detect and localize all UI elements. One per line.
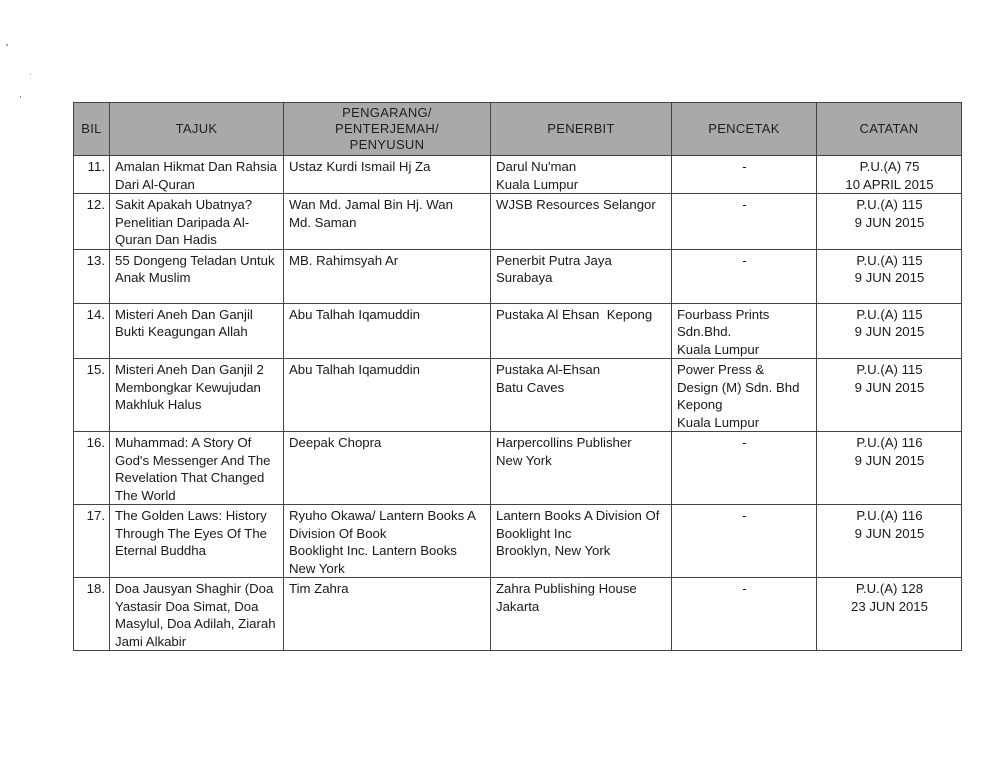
- tajuk-line: Eternal Buddha: [115, 543, 206, 558]
- catatan-line: P.U.(A) 75: [859, 159, 920, 174]
- table-row: [74, 359, 962, 432]
- tajuk-line: The World: [115, 487, 176, 503]
- header-row: [74, 103, 962, 156]
- pencetak-line: Kuala Lumpur: [677, 341, 760, 357]
- pengarang-line: New York: [289, 560, 345, 576]
- cell-pengarang: [284, 432, 491, 505]
- penerbit-line: Zahra Publishing House: [496, 581, 637, 596]
- pengarang-line: Deepak Chopra: [289, 435, 382, 450]
- tajuk-line: Anak Muslim: [115, 270, 191, 285]
- penerbit-line: Lantern Books A Division Of: [496, 508, 660, 523]
- cell-penerbit: [491, 505, 672, 578]
- cell-penerbit: [491, 194, 672, 250]
- cell-bil: 14.: [74, 303, 110, 359]
- cell-bil: 12.: [74, 194, 110, 250]
- penerbit-line: Jakarta: [496, 598, 540, 614]
- tajuk-line: Dari Al-Quran: [115, 176, 195, 192]
- pencetak-line: Power Press &: [677, 362, 765, 377]
- cell-bil: 17.: [74, 505, 110, 578]
- cell-pencetak: [672, 249, 817, 303]
- pencetak-line: Fourbass Prints: [677, 306, 770, 322]
- pencetak-line: -: [742, 435, 747, 450]
- pengarang-line: Ryuho Okawa/ Lantern Books A: [289, 508, 476, 523]
- cell-bil: 11.: [74, 156, 110, 194]
- tajuk-line: Jami Alkabir: [115, 633, 187, 649]
- pengarang-line: Wan Md. Jamal Bin Hj. Wan: [289, 197, 453, 212]
- cell-bil: 16.: [74, 432, 110, 505]
- pengarang-line: Ustaz Kurdi Ismail Hj Za: [289, 159, 431, 174]
- tajuk-line: Yastasir Doa Simat, Doa: [115, 598, 259, 614]
- pencetak-line: -: [742, 581, 747, 596]
- catatan-line: 10 APRIL 2015: [845, 176, 934, 192]
- cell-catatan: [817, 249, 962, 303]
- catatan-line: P.U.(A) 128: [855, 581, 924, 596]
- cell-tajuk: [110, 578, 284, 651]
- cell-penerbit: [491, 578, 672, 651]
- catatan-line: 9 JUN 2015: [854, 270, 925, 285]
- cell-pencetak: [672, 359, 817, 432]
- penerbit-line: Pustaka Al-Ehsan: [496, 362, 601, 377]
- header-catatan: CATATAN: [817, 103, 962, 156]
- pengarang-line: Md. Saman: [289, 214, 357, 230]
- header-tajuk: TAJUK: [110, 103, 284, 156]
- cell-pengarang: [284, 359, 491, 432]
- tajuk-line: Quran Dan Hadis: [115, 232, 217, 247]
- catatan-line: P.U.(A) 115: [856, 362, 923, 377]
- cell-pencetak: [672, 303, 817, 359]
- penerbit-line: Harpercollins Publisher: [496, 435, 632, 450]
- cell-tajuk: [110, 194, 284, 250]
- penerbit-line: Penerbit Putra Jaya: [496, 252, 612, 268]
- cell-catatan: [817, 578, 962, 651]
- catatan-line: P.U.(A) 115: [856, 252, 923, 268]
- cell-pencetak: [672, 194, 817, 250]
- cell-bil: 15.: [74, 359, 110, 432]
- tajuk-line: Through The Eyes Of The: [115, 525, 267, 541]
- catatan-line: 9 JUN 2015: [854, 525, 925, 541]
- cell-pengarang: [284, 194, 491, 250]
- tajuk-line: Misteri Aneh Dan Ganjil: [115, 306, 253, 322]
- penerbit-line: Surabaya: [496, 270, 553, 285]
- pencetak-line: Design (M) Sdn. Bhd: [677, 379, 800, 395]
- cell-pencetak: [672, 505, 817, 578]
- catatan-line: P.U.(A) 116: [856, 508, 923, 523]
- catatan-line: 9 JUN 2015: [854, 452, 925, 468]
- scan-speck: [20, 96, 21, 98]
- penerbit-line: Pustaka Al Ehsan Kepong: [496, 306, 653, 322]
- header-pencetak: PENCETAK: [672, 103, 817, 156]
- pengarang-line: Tim Zahra: [289, 581, 349, 596]
- tajuk-line: Misteri Aneh Dan Ganjil 2: [115, 362, 264, 377]
- cell-penerbit: [491, 156, 672, 194]
- cell-pengarang: [284, 505, 491, 578]
- penerbit-line: WJSB Resources Selangor: [496, 197, 656, 212]
- table-row: [74, 303, 962, 359]
- pencetak-line: Sdn.Bhd.: [677, 324, 732, 339]
- catatan-line: P.U.(A) 116: [856, 435, 923, 450]
- cell-penerbit: [491, 249, 672, 303]
- prohibited-publications-table: [73, 102, 962, 651]
- pencetak-line: -: [742, 197, 747, 212]
- tajuk-line: The Golden Laws: History: [115, 508, 267, 523]
- pengarang-line: Abu Talhah Iqamuddin: [289, 362, 420, 377]
- catatan-line: 9 JUN 2015: [854, 214, 925, 230]
- header-bil: BIL: [74, 103, 110, 156]
- catatan-line: 23 JUN 2015: [851, 598, 928, 614]
- table-row: [74, 432, 962, 505]
- penerbit-line: Darul Nu'man: [496, 159, 577, 174]
- penerbit-line: Booklight Inc: [496, 525, 572, 541]
- penerbit-line: Kuala Lumpur: [496, 176, 579, 192]
- cell-catatan: [817, 359, 962, 432]
- cell-pengarang: [284, 303, 491, 359]
- header-pengarang: [284, 103, 491, 156]
- tajuk-line: Sakit Apakah Ubatnya?: [115, 197, 253, 212]
- tajuk-line: Makhluk Halus: [115, 397, 202, 412]
- pencetak-line: -: [742, 508, 747, 523]
- cell-catatan: [817, 432, 962, 505]
- scan-speck: [6, 44, 8, 46]
- pencetak-line: -: [742, 252, 747, 268]
- tajuk-line: 55 Dongeng Teladan Untuk: [115, 252, 275, 268]
- cell-pengarang: [284, 249, 491, 303]
- catatan-line: 9 JUN 2015: [854, 379, 925, 395]
- penerbit-line: New York: [496, 452, 552, 468]
- cell-penerbit: [491, 303, 672, 359]
- cell-tajuk: [110, 303, 284, 359]
- cell-catatan: [817, 156, 962, 194]
- tajuk-line: Doa Jausyan Shaghir (Doa: [115, 581, 274, 596]
- penerbit-line: Brooklyn, New York: [496, 543, 611, 558]
- pengarang-line: Booklight Inc. Lantern Books: [289, 543, 457, 558]
- cell-tajuk: [110, 505, 284, 578]
- table-row: [74, 194, 962, 250]
- table-row: [74, 505, 962, 578]
- header-penerbit: PENERBIT: [491, 103, 672, 156]
- table-row: [74, 156, 962, 194]
- table-row: [74, 249, 962, 303]
- cell-pencetak: [672, 578, 817, 651]
- table-body: [74, 156, 962, 651]
- cell-pencetak: [672, 432, 817, 505]
- cell-pengarang: [284, 578, 491, 651]
- cell-penerbit: [491, 432, 672, 505]
- cell-tajuk: [110, 359, 284, 432]
- pencetak-line: Kuala Lumpur: [677, 414, 760, 430]
- cell-bil: 13.: [74, 249, 110, 303]
- header-pengarang-line: PENTERJEMAH/: [334, 121, 439, 136]
- tajuk-line: Penelitian Daripada Al-: [115, 214, 250, 230]
- tajuk-line: Bukti Keagungan Allah: [115, 324, 248, 339]
- tajuk-line: Amalan Hikmat Dan Rahsia: [115, 159, 277, 174]
- tajuk-line: Muhammad: A Story Of: [115, 435, 252, 450]
- cell-tajuk: [110, 432, 284, 505]
- tajuk-line: Revelation That Changed: [115, 470, 265, 485]
- penerbit-line: Batu Caves: [496, 379, 565, 395]
- pengarang-line: Abu Talhah Iqamuddin: [289, 306, 420, 322]
- cell-pencetak: [672, 156, 817, 194]
- pencetak-line: -: [742, 159, 747, 174]
- tajuk-line: Membongkar Kewujudan: [115, 379, 261, 395]
- catatan-line: 9 JUN 2015: [854, 324, 925, 339]
- table-row: [74, 578, 962, 651]
- cell-bil: 18.: [74, 578, 110, 651]
- scan-speck: [30, 74, 31, 75]
- header-pengarang-line: PENYUSUN: [349, 137, 425, 152]
- header-pengarang-line: PENGARANG/: [342, 105, 432, 120]
- cell-pengarang: [284, 156, 491, 194]
- tajuk-line: God's Messenger And The: [115, 452, 271, 468]
- pengarang-line: Division Of Book: [289, 525, 387, 541]
- pencetak-line: Kepong: [677, 397, 723, 412]
- cell-tajuk: [110, 156, 284, 194]
- cell-catatan: [817, 505, 962, 578]
- cell-catatan: [817, 303, 962, 359]
- pengarang-line: MB. Rahimsyah Ar: [289, 252, 399, 268]
- tajuk-line: Masylul, Doa Adilah, Ziarah: [115, 616, 276, 631]
- cell-penerbit: [491, 359, 672, 432]
- cell-tajuk: [110, 249, 284, 303]
- catatan-line: P.U.(A) 115: [856, 306, 923, 322]
- catatan-line: P.U.(A) 115: [856, 197, 923, 212]
- cell-catatan: [817, 194, 962, 250]
